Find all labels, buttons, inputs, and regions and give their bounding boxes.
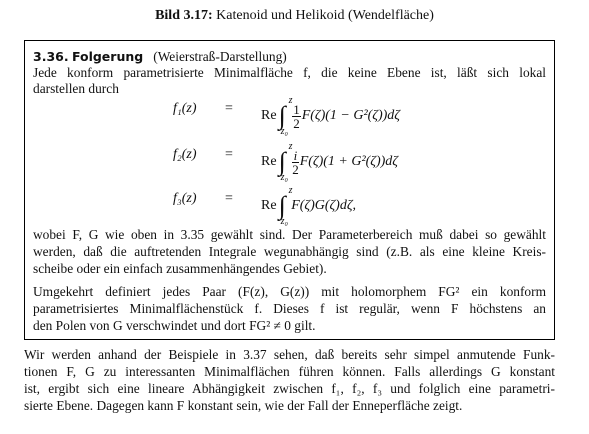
integral-sign: ∫ z z₀ <box>278 185 293 227</box>
corollary-name: Folgerung <box>71 49 144 64</box>
lower-limit: z₀ <box>280 216 288 227</box>
integrand: F(ζ)(1 − G²(ζ))dζ <box>301 108 400 124</box>
para2-line-1: Umgekehrt definiert jedes Paar (F(z), G(z)) mit holomorphem FG² ein konform <box>33 284 546 299</box>
fraction <box>292 149 299 176</box>
equation-rel: = <box>225 191 233 206</box>
lower-limit: z₀ <box>280 172 288 183</box>
equation-lhs: f₂(z) <box>173 147 197 162</box>
equation-lhs: f₃(z) <box>173 191 197 206</box>
body-line-1: Wir werden anhand der Beispiele in 3.37 sehen, daß bereits sehr simpel anmutende Funk- <box>24 347 555 362</box>
equation-lhs: f₁(z) <box>173 101 197 116</box>
re-operator: Re <box>261 108 277 124</box>
corollary-heading <box>33 49 287 65</box>
body-line-3: ist, ergibt sich eine lineare Abhängigkeit zwischen f₁, f₂, f₃ und folglich eine parametri- <box>24 381 555 396</box>
para1-line-1: wobei F, G wie oben in 3.35 gewählt sind. Der Parameterbereich muß dabei so gewählt <box>33 227 546 242</box>
intro-line-2: darstellen durch <box>33 81 119 96</box>
re-operator: Re <box>261 154 277 170</box>
integral-sign: ∫ z z₀ <box>278 141 293 183</box>
re-operator: Re <box>261 198 277 214</box>
fraction-denominator: 2 <box>292 161 299 177</box>
fraction-denominator: 2 <box>293 115 300 131</box>
para1-line-2: werden, daß die auftretenden Integrale wegunabhängig sind (z.B. als eine kleine Kreis- <box>33 244 546 259</box>
fraction-numerator: i <box>293 147 298 163</box>
corollary-subtitle: (Weierstraß-Darstellung) <box>153 49 287 64</box>
upper-limit: z <box>288 185 293 196</box>
equation-rel: = <box>225 147 233 162</box>
fraction <box>292 103 301 130</box>
intro-line-1: Jede konform parametrisierte Minimalfläche f, die keine Ebene ist, läßt sich lokal <box>33 65 546 80</box>
figure-title: Katenoid und Helikoid (Wendelfläche) <box>216 8 434 23</box>
fraction-numerator: 1 <box>293 101 300 117</box>
integrand: F(ζ)G(ζ)dζ, <box>291 198 356 214</box>
corollary-number: 3.36. <box>33 49 69 64</box>
figure-label: Bild 3.17: <box>155 8 213 23</box>
para1-line-3: scheibe oder ein einfach zusammenhängendes Gebiet). <box>33 261 327 276</box>
para2-line-3: den Polen von G verschwindet und dort FG² ≠ 0 gilt. <box>33 318 316 333</box>
upper-limit: z <box>288 95 293 106</box>
integral-sign: ∫ z z₀ <box>278 95 293 137</box>
upper-limit: z <box>288 141 293 152</box>
figure-caption <box>0 8 589 24</box>
corollary-box <box>24 40 555 340</box>
equation-rel: = <box>225 101 233 116</box>
para2-line-2: parametrisiertes Minimalflächenstück f. Dieses f ist regulär, wenn F höchstens an <box>33 301 546 316</box>
lower-limit: z₀ <box>280 126 288 137</box>
integrand: F(ζ)(1 + G²(ζ))dζ <box>299 154 398 170</box>
body-line-4: sierte Ebene. Dagegen kann F konstant sein, wie der Fall der Enneperfläche zeigt. <box>24 398 463 413</box>
body-line-2: tionen F, G zu interessanten Minimalflächen führen können. Falls allerdings G konstant <box>24 364 555 379</box>
